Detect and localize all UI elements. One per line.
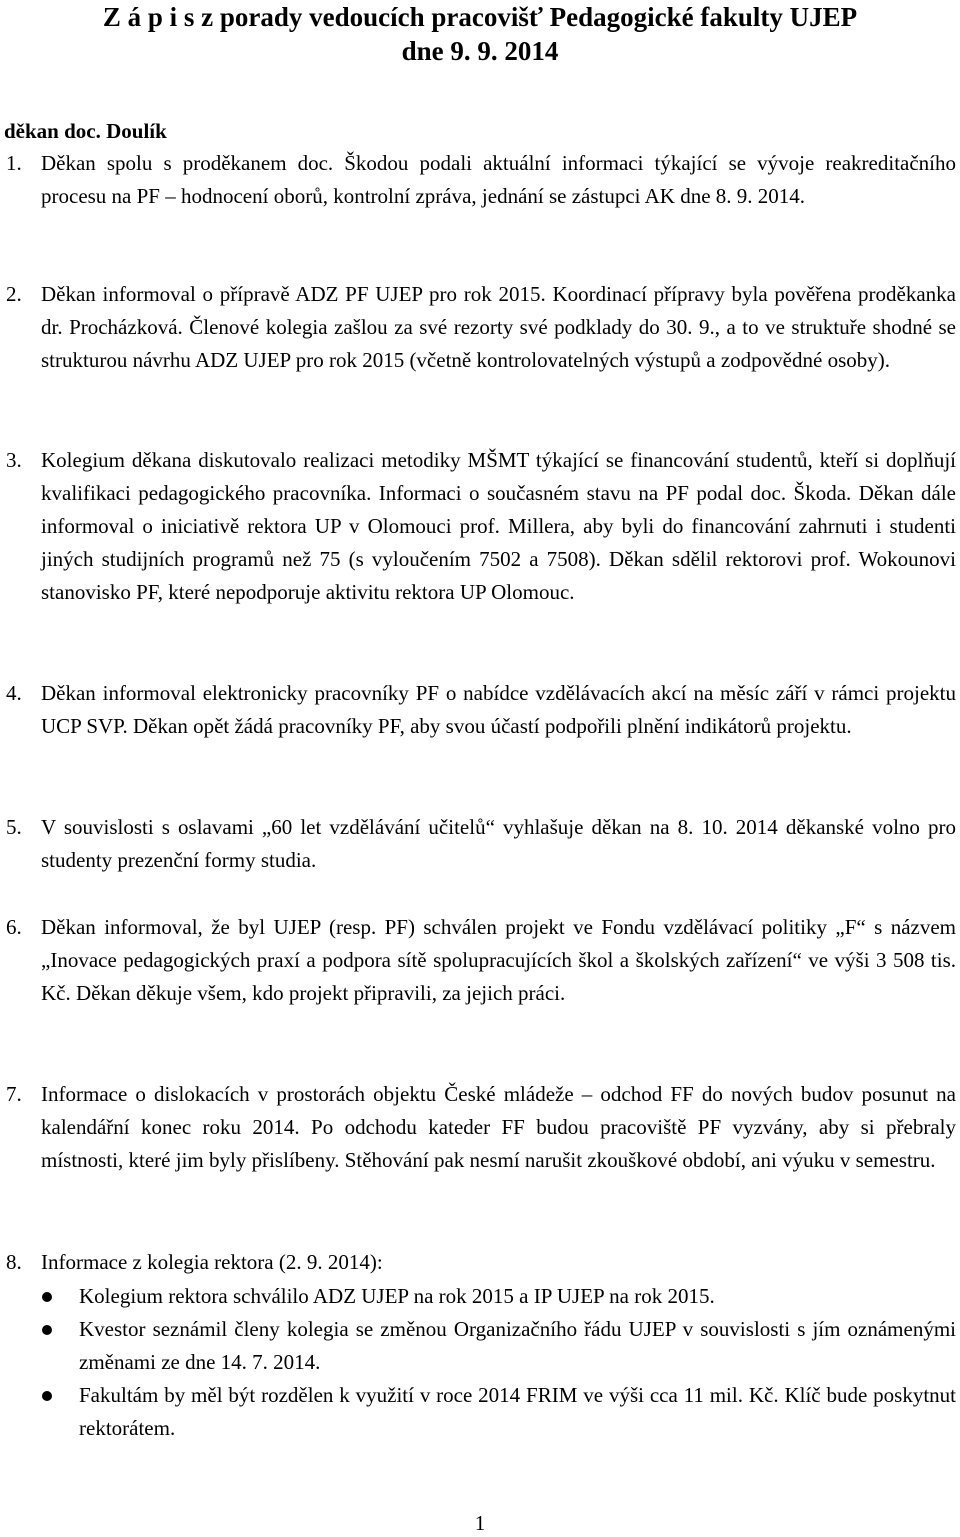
item-number: 3. (6, 448, 22, 472)
item-text: Informace z kolegia rektora (2. 9. 2014): (41, 1250, 383, 1274)
bullet-dot-icon (42, 1325, 52, 1335)
item-text: Děkan informoval, že byl UJEP (resp. PF) schválen projekt ve Fondu vzdělávací politiky „F“ s názvem „Inovace pedagogických praxí a podpora sítě spolupracujících škol a školských zařízení“ ve výši 3 508 tis. Kč. Děkan děkuje všem, kdo projekt připravili, za jejich práci. (41, 915, 956, 1005)
bullet-dot-icon (42, 1292, 52, 1302)
bullet-item (0, 1313, 956, 1379)
item-number: 7. (6, 1082, 22, 1106)
item-number: 4. (6, 681, 22, 705)
item-number: 5. (6, 815, 22, 839)
bullet-text: Fakultám by měl být rozdělen k využití v roce 2014 FRIM ve výši cca 11 mil. Kč. Klíč bude poskytnut rektorátem. (79, 1383, 956, 1440)
item-number: 8. (6, 1250, 22, 1274)
item-number: 6. (6, 915, 22, 939)
bullet-text: Kolegium rektora schválilo ADZ UJEP na rok 2015 a IP UJEP na rok 2015. (79, 1284, 715, 1308)
bullet-text: Kvestor seznámil členy kolegia se změnou Organizačního řádu UJEP v souvislosti s jím oznámenými změnami ze dne 14. 7. 2014. (79, 1317, 956, 1374)
page-number: 1 (474, 1511, 486, 1535)
item-text: Děkan spolu s proděkanem doc. Škodou podali aktuální informaci týkající se vývoje reakreditačního procesu na PF – hodnocení oborů, kontrolní zpráva, jednání se zástupci AK dne 8. 9. 2014. (41, 151, 956, 208)
item-text: Informace o dislokacích v prostorách objektu České mládeže – odchod FF do nových budov posunut na kalendářní konec roku 2014. Po odchodu kateder FF budou pracoviště PF vyzvány, aby si přebraly místnosti, které jim byly přislíbeny. Stěhování pak nesmí narušit zkouškové období, ani výuku v semestru. (41, 1082, 956, 1172)
item-text: Kolegium děkana diskutovalo realizaci metodiky MŠMT týkající se financování studentů, kteří si doplňují kvalifikaci pedagogického pracovníka. Informaci o současném stavu na PF podal doc. Škoda. Děkan dále informoval o iniciativě rektora UP v Olomouci prof. Millera, aby byli do financování zahrnuti i studenti jiných studijních programů než 75 (s vyloučením 7502 a 7508). Děkan sdělil rektorovi prof. Wokounovi stanovisko PF, které nepodporuje aktivitu rektora UP Olomouc. (41, 448, 956, 604)
item-text: Děkan informoval elektronicky pracovníky PF o nabídce vzdělávacích akcí na měsíc září v rámci projektu UCP SVP. Děkan opět žádá pracovníky PF, aby svou účastí podpořili plnění indikátorů projektu. (41, 681, 956, 738)
document-title: Z á p i s z porady vedoucích pracovišť Pedagogické fakulty UJEP (102, 2, 858, 32)
document-date: dne 9. 9. 2014 (401, 36, 559, 66)
bullet-list (0, 1280, 956, 1445)
bullet-item (0, 1379, 956, 1445)
item-text: Děkan informoval o přípravě ADZ PF UJEP pro rok 2015. Koordinací přípravy byla pověřena proděkanka dr. Procházková. Členové kolegia zašlou za své rezorty své podklady do 30. 9., a to ve struktuře shodné se strukturou návrhu ADZ UJEP pro rok 2015 (včetně kontrolovatelných výstupů a zodpovědné osoby). (41, 282, 956, 372)
dean-heading: děkan doc. Doulík (4, 119, 167, 143)
item-text: V souvislosti s oslavami „60 let vzdělávání učitelů“ vyhlašuje děkan na 8. 10. 2014 děkanské volno pro studenty prezenční formy studia. (41, 815, 956, 872)
item-number: 2. (6, 282, 22, 306)
bullet-item (0, 1280, 956, 1313)
item-number: 1. (6, 151, 22, 175)
bullet-dot-icon (42, 1391, 52, 1401)
